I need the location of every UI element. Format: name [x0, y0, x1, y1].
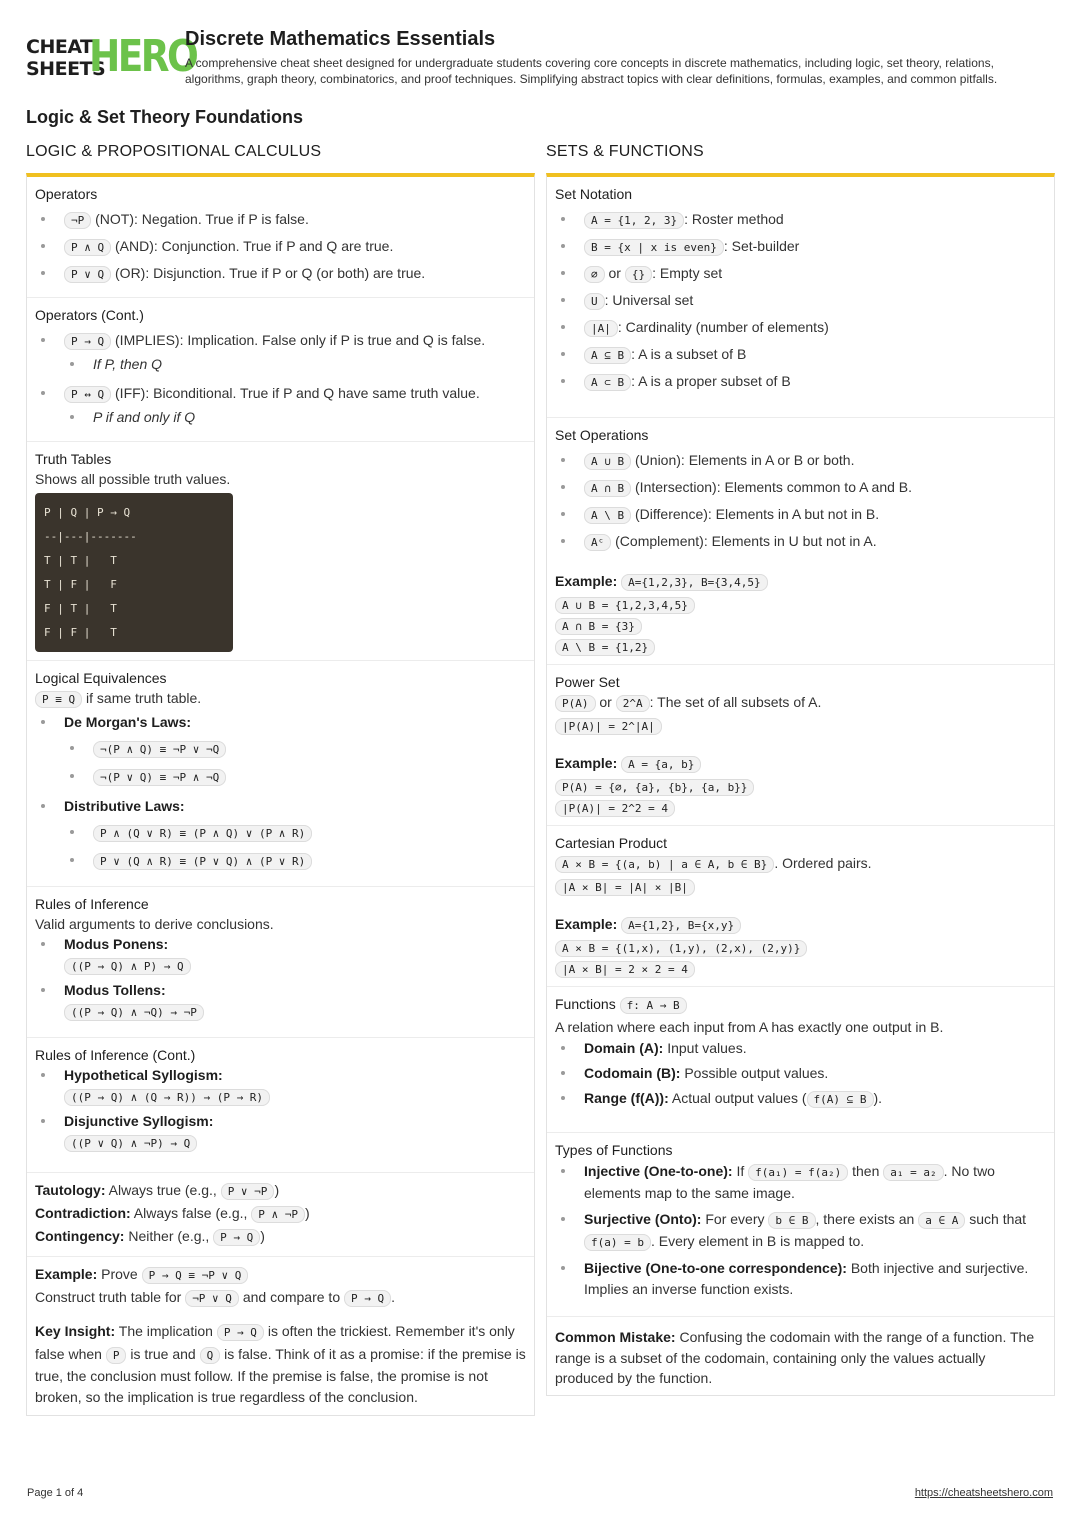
code-snippet: P → Q: [344, 1290, 391, 1307]
column-body: [26, 173, 535, 1416]
list-item: [555, 1063, 1046, 1083]
list-item: [555, 477, 1046, 499]
logo-word-sheets: SHEETS: [26, 58, 106, 80]
item-label: Modus Tollens:: [64, 982, 166, 998]
code-snippet: A ∪ B = {1,2,3,4,5}: [555, 597, 695, 614]
item-text: (OR): Disjunction. True if P or Q (or both) are true.: [115, 265, 426, 281]
code-snippet: B = {x | x is even}: [584, 239, 724, 256]
code-snippet: P → Q ≡ ¬P ∨ Q: [142, 1267, 249, 1284]
code-snippet: P ≡ Q: [35, 691, 82, 708]
sub-item: [64, 738, 526, 760]
card-title: Set Notation: [555, 186, 633, 202]
item-text: or: [608, 265, 621, 281]
code-snippet: |P(A)| = 2^2 = 4: [555, 800, 675, 817]
card-title: Rules of Inference (Cont.): [35, 1047, 196, 1063]
code-snippet: A={1,2}, B={x,y}: [621, 917, 741, 934]
list-item: [35, 263, 526, 285]
set-operations-card: [547, 418, 1054, 665]
code-snippet: ((P → Q) ∧ ¬Q) → ¬P: [64, 1004, 204, 1021]
truth-table-row: P | Q | P → Q: [44, 506, 131, 519]
code-snippet: A={1,2,3}, B={3,4,5}: [621, 574, 767, 591]
example-line: [555, 753, 1046, 775]
code-snippet: ¬P ∨ Q: [185, 1290, 239, 1307]
code-snippet: A \ B = {1,2}: [555, 639, 655, 656]
example-card: [27, 1257, 534, 1311]
code-snippet: a₁ = a₂: [883, 1164, 943, 1181]
item-text: : Cardinality (number of elements): [617, 319, 829, 335]
functions-list: [555, 1038, 1046, 1110]
item-text: Confusing the codomain with the range of a function. The range is a subset of the codomain, containing only the values actually produced by the function.: [555, 1329, 1035, 1386]
code-snippet: 2^A: [616, 695, 650, 712]
truth-table-row: T | T | T: [44, 554, 117, 567]
sets-column: [546, 142, 1055, 1396]
item-text: (Difference): Elements in A but not in B.: [635, 506, 880, 522]
code-snippet: f(A) ⊆ B: [807, 1091, 874, 1108]
item-label: Example:: [35, 1266, 98, 1282]
card-title: Logical Equivalences: [35, 670, 167, 686]
item-label: Codomain (B):: [584, 1065, 681, 1081]
site-link[interactable]: https://cheatsheetshero.com: [914, 1487, 1053, 1499]
item-text: is often the trickiest. Remember it's only false when: [35, 1323, 515, 1362]
item-text: . Ordered pairs.: [774, 855, 872, 871]
logic-column: [26, 142, 535, 1416]
operations-list: [555, 450, 1046, 553]
code-snippet: A ∪ B: [584, 453, 631, 470]
list-item: [35, 209, 526, 231]
item-text: : A is a proper subset of B: [631, 373, 791, 389]
item-text: Both injective and surjective. Implies an inverse function exists.: [584, 1260, 1029, 1297]
code-snippet: ¬(P ∨ Q) ≡ ¬P ∧ ¬Q: [93, 769, 226, 786]
item-text: . Every element in B is mapped to.: [650, 1233, 865, 1249]
card-title: Power Set: [555, 674, 620, 690]
code-snippet: A ⊆ B: [584, 347, 631, 364]
code-snippet: {}: [625, 266, 652, 283]
cartesian-line: [555, 853, 1046, 875]
item-text: If: [736, 1163, 745, 1179]
code-snippet: |A × B| = 2 × 2 = 4: [555, 961, 695, 978]
card-title: Set Operations: [555, 427, 649, 443]
code-snippet: Q: [200, 1347, 221, 1364]
list-item: [35, 236, 526, 258]
code-snippet: f(a) = b: [584, 1234, 651, 1251]
power-set-card: [547, 665, 1054, 826]
list-item: [555, 371, 1046, 393]
code-snippet: A = {a, b}: [621, 756, 701, 773]
card-description: Shows all possible truth values.: [35, 471, 231, 487]
list-item: [35, 330, 526, 374]
code-snippet: P ∨ ¬P: [221, 1183, 275, 1200]
card-description: Valid arguments to derive conclusions.: [35, 916, 274, 932]
item-text: (AND): Conjunction. True if P and Q are true.: [115, 238, 394, 254]
code-snippet: P ∨ Q: [64, 266, 111, 283]
item-text: . No two elements map to the same image.: [584, 1163, 995, 1201]
tautology-card: [27, 1173, 534, 1257]
card-title: Operators (Cont.): [35, 307, 144, 323]
sub-item: [64, 850, 526, 872]
code-snippet: b ∈ B: [768, 1212, 815, 1229]
item-label: Injective (One-to-one):: [584, 1163, 733, 1179]
document-description: A comprehensive cheat sheet designed for undergraduate students covering core concepts in discrete mathematics, including logic, set theory, relations, algorithms, graph theory, combinatorics, and proof techniques. Simplifying abstract topics with clear definitions, formulas, examples, and common pitfalls.: [185, 56, 998, 86]
card-title: Operators: [35, 186, 98, 202]
item-text: .: [391, 1289, 396, 1305]
card-title: Truth Tables: [35, 451, 112, 467]
item-label: Hypothetical Syllogism:: [64, 1067, 223, 1083]
item-text: Input values.: [667, 1040, 747, 1056]
common-mistake-card: [547, 1317, 1054, 1395]
truth-table-row: T | F | F: [44, 578, 117, 591]
list-item: [555, 1258, 1046, 1300]
item-label: Common Mistake:: [555, 1329, 676, 1345]
truth-table-row: F | T | T: [44, 602, 117, 615]
code-snippet: P ↔ Q: [64, 386, 111, 403]
item-text: ): [305, 1205, 310, 1221]
item-text: : Universal set: [604, 292, 694, 308]
power-set-line: [555, 692, 1046, 714]
list-item: [35, 1065, 526, 1106]
item-label: Disjunctive Syllogism:: [64, 1113, 214, 1129]
item-label: Domain (A):: [584, 1040, 664, 1056]
item-text: (Complement): Elements in U but not in A.: [615, 533, 877, 549]
list-item: [555, 344, 1046, 366]
truth-table-row: F | F | T: [44, 626, 117, 639]
item-text: and compare to: [242, 1289, 341, 1305]
item-label: Contradiction:: [35, 1205, 131, 1221]
rules-of-inference-cont-card: [27, 1038, 534, 1173]
code-snippet: A × B = {(1,x), (1,y), (2,x), (2,y)}: [555, 940, 807, 957]
key-insight-card: [27, 1311, 534, 1415]
section-title: Logic & Set Theory Foundations: [26, 107, 304, 127]
code-snippet: A ⊂ B: [584, 374, 631, 391]
code-snippet: A \ B: [584, 507, 631, 524]
item-label: Bijective (One-to-one correspondence):: [584, 1260, 847, 1276]
example-line: [555, 571, 1046, 593]
code-snippet: P ∨ (Q ∧ R) ≡ (P ∨ Q) ∧ (P ∨ R): [93, 853, 312, 870]
item-text: Always true (e.g.,: [108, 1182, 217, 1198]
item-text: (NOT): Negation. True if P is false.: [95, 211, 309, 227]
types-list: [555, 1161, 1046, 1300]
truth-table-row: --|---|-------: [44, 530, 137, 543]
card-title: Rules of Inference: [35, 896, 149, 912]
item-text: Possible output values.: [684, 1065, 829, 1081]
logo-word-cheat: CHEAT: [26, 36, 93, 58]
item-label: Tautology:: [35, 1182, 106, 1198]
page-header: [26, 28, 1056, 92]
card-title: [555, 994, 1046, 1016]
code-snippet: ((P → Q) ∧ (Q → R)) → (P → R): [64, 1089, 270, 1106]
item-text: : Empty set: [652, 265, 723, 281]
item-text: (Intersection): Elements common to A and B.: [635, 479, 913, 495]
equivalence-list: [35, 712, 526, 872]
column-title: SETS & FUNCTIONS: [546, 143, 704, 160]
key-insight-text: [35, 1321, 526, 1407]
sub-item: P if and only if Q: [64, 407, 526, 427]
item-text: Neither (e.g.,: [128, 1228, 210, 1244]
inference-cont-list: [35, 1065, 526, 1152]
item-text: : Set-builder: [723, 238, 800, 254]
list-item: [555, 1209, 1046, 1253]
functions-title: Functions: [555, 996, 616, 1012]
functions-card: [547, 987, 1054, 1133]
code-snippet: a ∈ A: [918, 1212, 965, 1229]
list-item: [555, 1038, 1046, 1058]
item-text: For every: [705, 1211, 765, 1227]
code-snippet: f: A → B: [620, 997, 687, 1014]
item-text: (IMPLIES): Implication. False only if P is true and Q is false.: [115, 332, 486, 348]
list-item: [555, 450, 1046, 472]
code-snippet: f(a₁) = f(a₂): [748, 1164, 848, 1181]
inference-list: [35, 934, 526, 1021]
item-label: Modus Ponens:: [64, 936, 169, 952]
item-text: (IFF): Biconditional. True if P and Q have same truth value.: [115, 385, 480, 401]
truth-tables-card: [27, 442, 534, 661]
operators-cont-list: [35, 330, 526, 427]
code-snippet: P ∧ ¬P: [251, 1206, 305, 1223]
item-text: : Roster method: [684, 211, 784, 227]
item-label: De Morgan's Laws:: [64, 714, 192, 730]
item-label: Distributive Laws:: [64, 798, 185, 814]
item-text: ): [274, 1182, 280, 1198]
item-text: Construct truth table for: [35, 1289, 182, 1305]
example-line: [35, 1264, 526, 1286]
list-item: [35, 712, 526, 788]
code-snippet: |A|: [584, 320, 618, 337]
code-snippet: P: [106, 1347, 127, 1364]
code-snippet: ((P → Q) ∧ P) → Q: [64, 958, 191, 975]
types-of-functions-card: [547, 1133, 1054, 1317]
cheatsheetshero-logo[interactable]: [26, 31, 197, 82]
contingency-line: [35, 1226, 526, 1248]
code-snippet: U: [584, 293, 605, 310]
common-mistake-text: [555, 1327, 1046, 1389]
cartesian-product-card: [547, 826, 1054, 987]
item-text: ).: [873, 1090, 883, 1106]
list-item: [35, 1111, 526, 1152]
item-text: (Union): Elements in A or B or both.: [635, 452, 855, 468]
column-body: [546, 173, 1055, 1396]
item-label: Key Insight:: [35, 1323, 116, 1339]
list-item: [35, 934, 526, 975]
code-snippet: P → Q: [213, 1229, 260, 1246]
contradiction-line: [35, 1203, 526, 1225]
list-item: [555, 504, 1046, 526]
list-item: [555, 209, 1046, 231]
item-text: ): [260, 1228, 265, 1244]
item-text: then: [852, 1163, 880, 1179]
sub-item: If P, then Q: [64, 354, 526, 374]
code-snippet: P ∧ (Q ∨ R) ≡ (P ∧ Q) ∨ (P ∧ R): [93, 825, 312, 842]
list-item: [555, 531, 1046, 553]
code-snippet: P → Q: [64, 333, 111, 350]
code-snippet: P(A) = {∅, {a}, {b}, {a, b}}: [555, 779, 754, 796]
item-label: Contingency:: [35, 1228, 125, 1244]
code-snippet: A = {1, 2, 3}: [584, 212, 684, 229]
list-item: [555, 1161, 1046, 1204]
logical-equivalences-card: [27, 661, 534, 887]
item-text: is false. Think of it as a promise: if the premise is true, the conclusion must follow. If the premise is false, the promise is not broken, so the implication is true regardless of the conclusion.: [35, 1345, 526, 1405]
list-item: [555, 236, 1046, 258]
item-text: The implication: [118, 1323, 213, 1339]
logo-word-hero: HERO: [89, 31, 197, 82]
card-description: A relation where each input from A has exactly one output in B.: [555, 1019, 944, 1035]
set-notation-card: [547, 177, 1054, 418]
example-line: [555, 914, 1046, 936]
code-snippet: |P(A)| = 2^|A|: [555, 718, 662, 735]
code-snippet: A × B = {(a, b) | a ∈ A, b ∈ B}: [555, 856, 774, 873]
code-snippet: P ∧ Q: [64, 239, 111, 256]
code-snippet: P(A): [555, 695, 596, 712]
rules-of-inference-card: [27, 887, 534, 1038]
card-description: [35, 688, 526, 710]
item-text: : The set of all subsets of A.: [649, 694, 822, 710]
item-text: Actual output values (: [671, 1090, 807, 1106]
code-snippet: ¬P: [64, 212, 91, 229]
item-text: Prove: [101, 1266, 138, 1282]
truth-table-code-block: [35, 493, 233, 652]
tautology-line: [35, 1180, 526, 1202]
item-text: : A is a subset of B: [631, 346, 747, 362]
list-item: [555, 263, 1046, 285]
operators-card: [27, 177, 534, 298]
card-title: Types of Functions: [555, 1142, 673, 1158]
item-label: Surjective (Onto):: [584, 1211, 702, 1227]
code-snippet: A ∩ B = {3}: [555, 618, 642, 635]
item-label: Range (f(A)):: [584, 1090, 669, 1106]
code-snippet: ¬(P ∧ Q) ≡ ¬P ∨ ¬Q: [93, 741, 226, 758]
sub-item: [64, 822, 526, 844]
list-item: [35, 383, 526, 427]
column-title: LOGIC & PROPOSITIONAL CALCULUS: [26, 143, 322, 160]
item-text: Always false (e.g.,: [133, 1205, 248, 1221]
example-line: [35, 1287, 526, 1309]
list-item: [35, 796, 526, 872]
card-title: Cartesian Product: [555, 835, 668, 851]
code-snippet: Aᶜ: [584, 534, 611, 551]
operators-cont-card: [27, 298, 534, 442]
operators-list: [35, 209, 526, 285]
code-snippet: P → Q: [217, 1324, 264, 1341]
item-text: is true and: [130, 1345, 196, 1362]
list-item: [35, 980, 526, 1021]
item-text: if same truth table.: [86, 690, 202, 706]
code-snippet: A ∩ B: [584, 480, 631, 497]
sub-item: [64, 766, 526, 788]
code-snippet: |A × B| = |A| × |B|: [555, 879, 695, 896]
item-text: such that: [969, 1211, 1027, 1227]
list-item: [555, 317, 1046, 339]
list-item: [555, 290, 1046, 312]
code-snippet: ∅: [584, 266, 605, 283]
page-number: Page 1 of 4: [27, 1487, 84, 1499]
notation-list: [555, 209, 1046, 393]
item-label: Example:: [555, 916, 618, 932]
item-label: Example:: [555, 755, 618, 771]
item-text: or: [599, 694, 612, 710]
code-snippet: ((P ∨ Q) ∧ ¬P) → Q: [64, 1135, 197, 1152]
list-item: [555, 1088, 1046, 1110]
item-label: Example:: [555, 573, 618, 589]
item-text: , there exists an: [815, 1211, 915, 1227]
document-title: Discrete Mathematics Essentials: [185, 28, 496, 50]
